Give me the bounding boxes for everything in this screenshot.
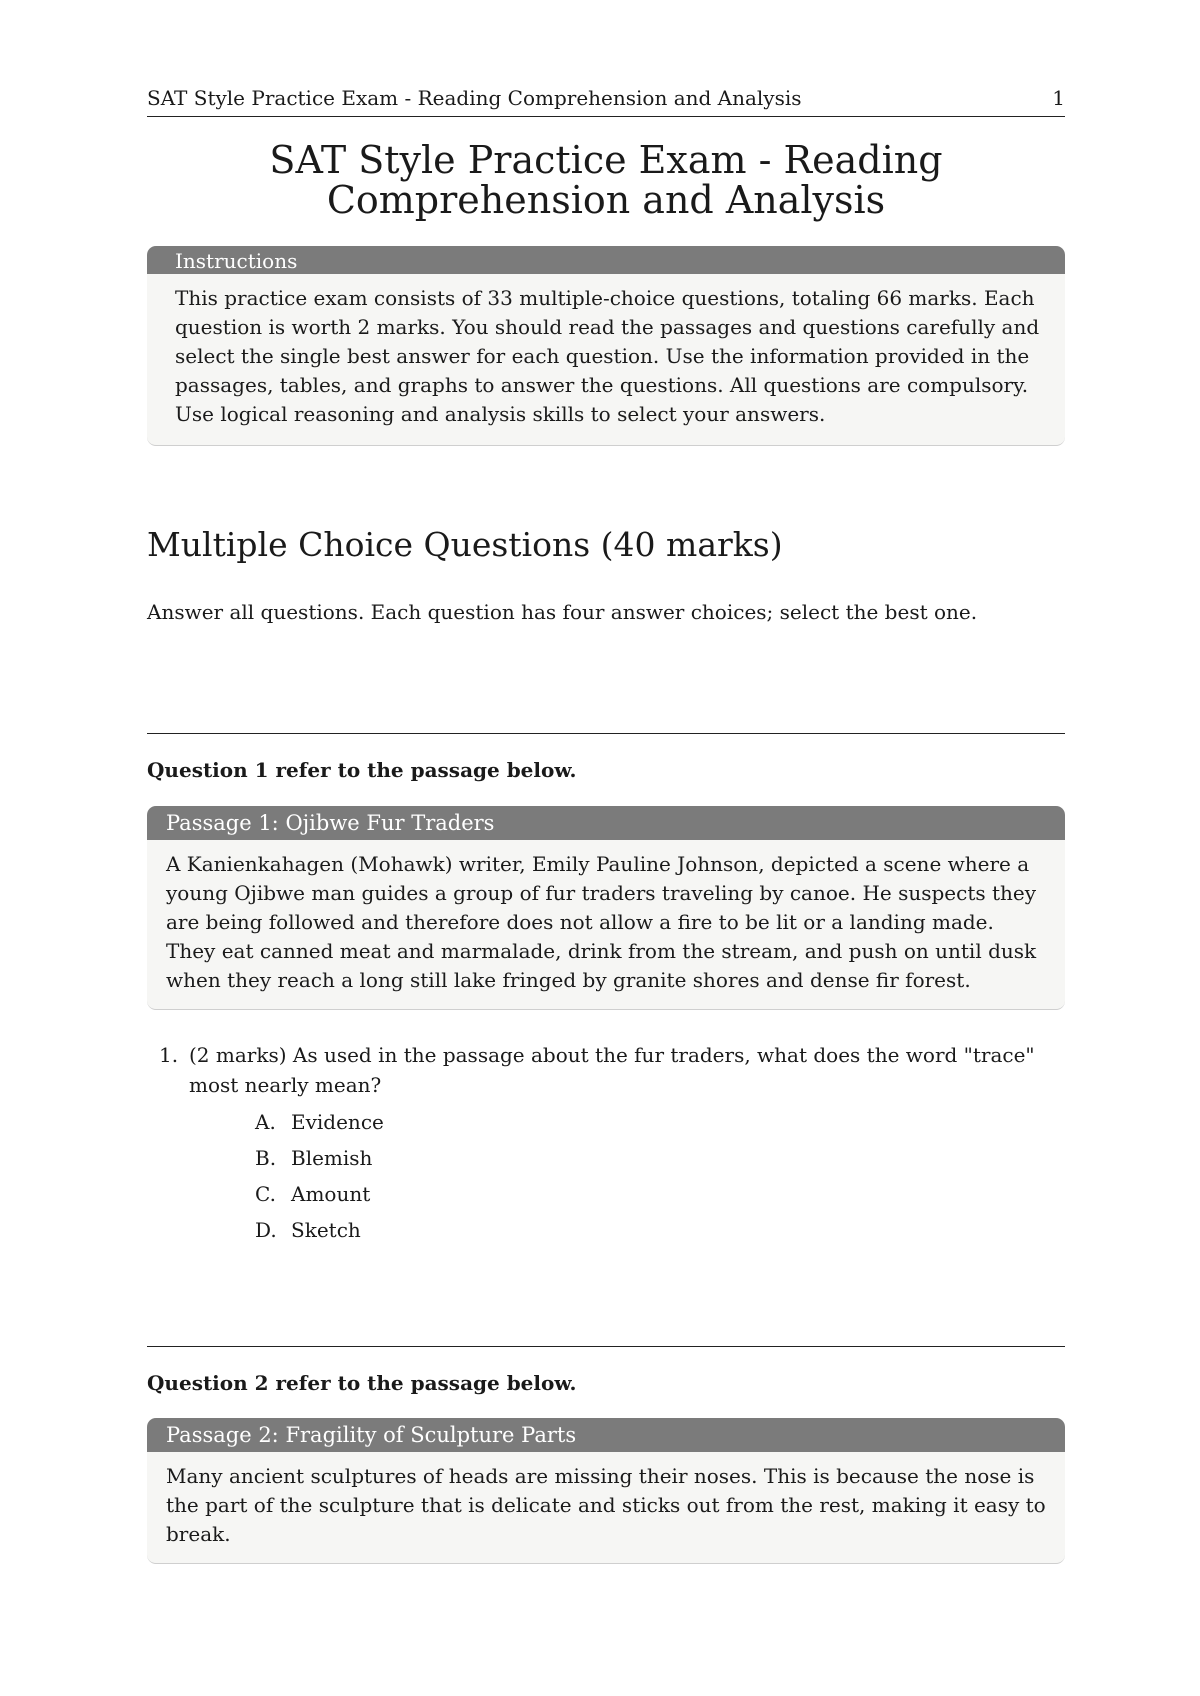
question-1-number: 1. (159, 1043, 179, 1067)
option-c-letter: C. (255, 1182, 276, 1206)
running-header (147, 84, 1065, 117)
option-a[interactable] (255, 1104, 1065, 1140)
option-d-text: Sketch (291, 1218, 361, 1242)
divider-2 (147, 1346, 1065, 1347)
option-b[interactable] (255, 1140, 1065, 1176)
document-title-line-2: Comprehension and Analysis (326, 178, 886, 222)
divider-1 (147, 733, 1065, 734)
question-group-2-refer: Question 2 refer to the passage below. (147, 1371, 577, 1395)
option-a-text: Evidence (291, 1110, 384, 1134)
option-a-letter: A. (255, 1110, 276, 1134)
passage-1-title: Passage 1: Ojibwe Fur Traders (147, 806, 1065, 840)
question-1-text: (2 marks) As used in the passage about the fur traders, what does the word "trace" most nearly mean? (189, 1043, 1035, 1097)
option-d-letter: D. (255, 1218, 277, 1242)
instructions-text: This practice exam consists of 33 multiple-choice questions, totaling 66 marks. Each question is worth 2 marks. You should read the passages and questions carefully and select the single best answer for each question. Use the information provided in the passages, tables, and graphs to answer the questions. All questions are compulsory. Use logical reasoning and analysis skills to select your answers. (175, 286, 1040, 426)
question-1 (147, 1040, 1065, 1248)
document-title (147, 140, 1065, 220)
option-b-letter: B. (255, 1146, 277, 1170)
passage-1-text: A Kanienkahagen (Mohawk) writer, Emily Pauline Johnson, depicted a scene where a young Ojibwe man guides a group of fur traders traveling by canoe. He suspects they are being followed and therefore does not allow a fire to be lit or a landing made. They eat canned meat and marmalade, drink from the stream, and push on until dusk when they reach a long still lake fringed by granite shores and dense fir forest. (166, 852, 1037, 992)
document-title-line-1: SAT Style Practice Exam - Reading (269, 138, 943, 182)
passage-2-box (147, 1418, 1065, 1564)
option-b-text: Blemish (291, 1146, 373, 1170)
option-c[interactable] (255, 1176, 1065, 1212)
section-lead: Answer all questions. Each question has four answer choices; select the best one. (147, 600, 978, 624)
instructions-box (147, 246, 1065, 446)
section-title: Multiple Choice Questions (40 marks) (147, 525, 783, 564)
running-title: SAT Style Practice Exam - Reading Comprehension and Analysis (147, 86, 802, 110)
option-c-text: Amount (291, 1182, 371, 1206)
question-1-options (147, 1104, 1065, 1248)
option-d[interactable] (255, 1212, 1065, 1248)
question-group-1-refer: Question 1 refer to the passage below. (147, 758, 577, 782)
passage-2-title: Passage 2: Fragility of Sculpture Parts (147, 1418, 1065, 1452)
page-number: 1 (1052, 86, 1065, 110)
instructions-heading: Instructions (147, 246, 1065, 274)
passage-1-box (147, 806, 1065, 1010)
passage-2-text: Many ancient sculptures of heads are missing their noses. This is because the nose is the part of the sculpture that is delicate and sticks out from the rest, making it easy to break. (166, 1464, 1046, 1546)
